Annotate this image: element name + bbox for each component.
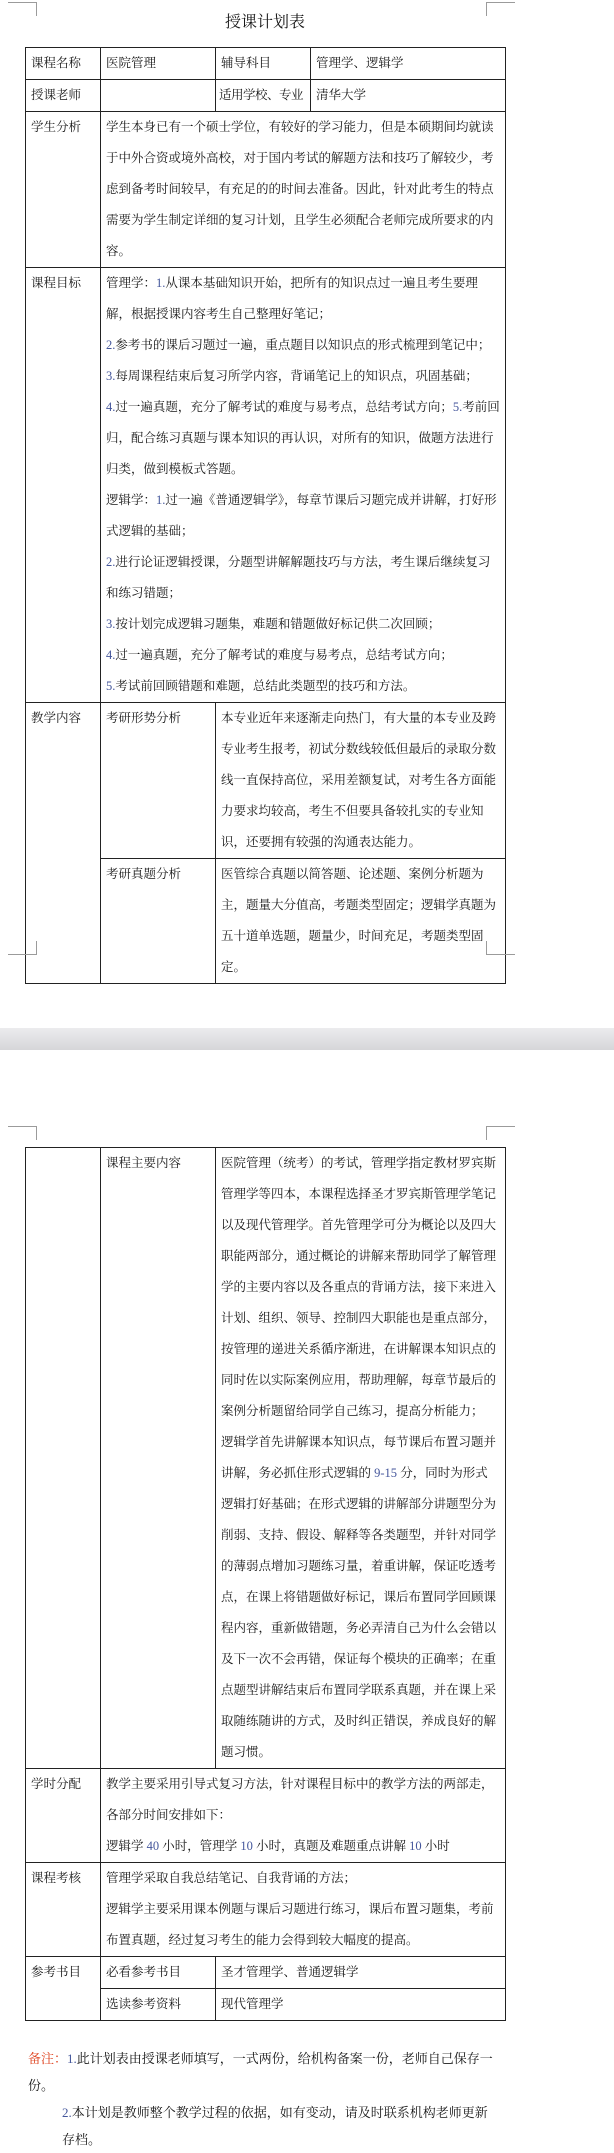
remarks-label: 备注： xyxy=(28,2051,68,2066)
table-row xyxy=(26,48,506,80)
plan-table-page-2 xyxy=(25,1147,506,2021)
subject-value: 管理学、逻辑学 xyxy=(311,48,506,80)
course-name-value: 医院管理 xyxy=(101,48,216,80)
table-row xyxy=(26,1148,506,1769)
teacher-label: 授课老师 xyxy=(26,80,101,112)
page-margin-mark xyxy=(486,2,515,16)
page-margin-mark xyxy=(486,941,515,955)
optional-references-value: 现代管理学 xyxy=(216,1989,506,2021)
hours-allocation-text: 教学主要采用引导式复习方法，针对课程目标中的教学方法的两部走，各部分时间安排如下： 逻辑学 40 小时，管理学 10 小时，真题及难题重点讲解 10 小时 xyxy=(101,1769,506,1863)
table-row xyxy=(26,268,506,703)
assessment-text: 管理学采取自我总结笔记、自我背诵的方法； 逻辑学主要采用课本例题与课后习题进行练习，课后布置习题集，考前布置真题，经过复习考生的能力会得到较大幅度的提高。 xyxy=(101,1863,506,1957)
required-references-value: 圣才管理学、普通逻辑学 xyxy=(216,1957,506,1989)
table-row xyxy=(26,1863,506,1957)
optional-references-label: 选读参考资料 xyxy=(101,1989,216,2021)
main-content-text: 医院管理（统考）的考试，管理学指定教材罗宾斯管理学等四本，本课程选择圣才罗宾斯管理学笔记以及现代管理学。首先管理学可分为概论以及四大职能两部分，通过概论的讲解来帮助同学了解管理学的主要内容以及各重点的背诵方法，接下来进入计划、组织、领导、控制四大职能也是重点部分，按管理的递进关系循序渐进，在讲解课本知识点的同时佐以实际案例应用，帮助理解，每章节最后的案例分析题留给同学自己练习，提高分析能力； 逻辑学首先讲解课本知识点，每节课后布置习题并讲解，务必抓住形式逻辑的 9-15 分，同时为形式逻辑打好基础；在形式逻辑的讲解部分讲题型分为削弱、支持、假设、解释等各类题型，并针对同学的薄弱点增加习题练习量，着重讲解，保证吃透考点，在课上将错题做好标记，课后布置同学回顾课程内容，重新做错题，务必弄清自己为什么会错以及下一次不会再错，保证每个模块的正确率；在重点题型讲解结束后布置同学联系真题，并在课上采取随练随讲的方式，及时纠正错误，养成良好的解题习惯。 xyxy=(216,1148,506,1769)
exam-situation-text: 本专业近年来逐渐走向热门，有大量的本专业及跨专业考生报考，初试分数线较低但最后的录取分数线一直保持高位，采用差额复试，对考生各方面能力要求均较高，考生不但要具备较扎实的专业知识，还要拥有较强的沟通表达能力。 xyxy=(216,703,506,859)
main-content-label: 课程主要内容 xyxy=(101,1148,216,1769)
teaching-content-continuation-cell xyxy=(26,1148,101,1769)
student-analysis-label: 学生分析 xyxy=(26,112,101,268)
hours-allocation-label: 学时分配 xyxy=(26,1769,101,1863)
page-1 xyxy=(0,0,614,1028)
page-title: 授课计划表 xyxy=(224,14,305,31)
teacher-value xyxy=(101,80,216,112)
table-row xyxy=(26,1769,506,1863)
plan-table-page-1 xyxy=(25,47,506,984)
assessment-label: 课程考核 xyxy=(26,1863,101,1957)
exam-questions-text: 医管综合真题以简答题、论述题、案例分析题为主，题量大分值高，考题类型固定；逻辑学真题为五十道单选题，题量少，时间充足，考题类型固定。 xyxy=(216,859,506,984)
school-value: 清华大学 xyxy=(311,80,506,112)
references-label: 参考书目 xyxy=(26,1957,101,2021)
page-margin-mark xyxy=(8,941,37,955)
page-margin-mark xyxy=(8,2,37,16)
required-references-label: 必看参考书目 xyxy=(101,1957,216,1989)
remark-line-2: 2.本计划是教师整个教学过程的依据，如有变动，请及时联系机构老师更新存档。 xyxy=(62,2105,488,2147)
page-margin-mark xyxy=(8,1126,37,1140)
teaching-content-label: 教学内容 xyxy=(26,703,101,984)
table-row xyxy=(26,1957,506,1989)
page-separator xyxy=(0,1028,614,1050)
table-row xyxy=(26,703,506,859)
remarks xyxy=(28,2045,498,2153)
course-objectives-text: 管理学：1.从课本基础知识开始，把所有的知识点过一遍且考生要理解，根据授课内容考生自己整理好笔记； 2.参考书的课后习题过一遍，重点题目以知识点的形式梳理到笔记中； 3.每周课程结束后复习所学内容，背诵笔记上的知识点，巩固基础； 4.过一遍真题，充分了解考试的难度与易考点，总结考试方向；5.考前回归，配合练习真题与课本知识的再认识，对所有的知识，做题方法进行归类，做到模板式答题。 逻辑学：1.过一遍《普通逻辑学》，每章节课后习题完成并讲解，打好形式逻辑的基础； 2.进行论证逻辑授课，分题型讲解解题技巧与方法，考生课后继续复习和练习错题； 3.按计划完成逻辑习题集，难题和错题做好标记供二次回顾； 4.过一遍真题，充分了解考试的难度与易考点，总结考试方向； 5.考试前回顾错题和难题，总结此类题型的技巧和方法。 xyxy=(101,268,506,703)
page-2 xyxy=(0,1050,614,2147)
school-label: 适用学校、专业 xyxy=(216,80,311,112)
remark-line-1-text: 1.此计划表由授课老师填写，一式两份，给机构备案一份，老师自己保存一份。 xyxy=(28,2051,493,2093)
course-name-label: 课程名称 xyxy=(26,48,101,80)
table-row xyxy=(26,80,506,112)
course-objectives-label: 课程目标 xyxy=(26,268,101,703)
exam-questions-label: 考研真题分析 xyxy=(101,859,216,984)
exam-situation-label: 考研形势分析 xyxy=(101,703,216,859)
remark-line-1 xyxy=(28,2045,498,2099)
student-analysis-text: 学生本身已有一个硕士学位，有较好的学习能力，但是本硕期间均就读于中外合资或境外高校，对于国内考试的解题方法和技巧了解较少，考虑到备考时间较早，有充足的的时间去准备。因此，针对此考生的特点需要为学生制定详细的复习计划，且学生必须配合老师完成所要求的内容。 xyxy=(101,112,506,268)
table-row xyxy=(26,112,506,268)
subject-label: 辅导科目 xyxy=(216,48,311,80)
page-margin-mark xyxy=(486,1126,515,1140)
